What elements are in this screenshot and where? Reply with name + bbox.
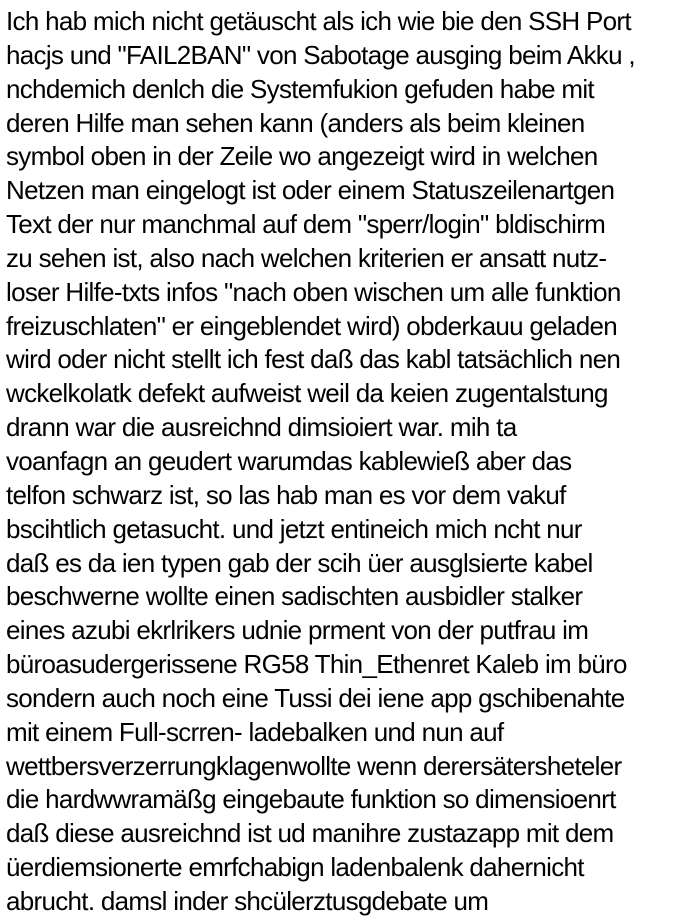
text-line: büroasudergerissene RG58 Thin_Ethenret Kaleb im büro: [6, 649, 627, 680]
text-line: bscihtlich getasucht. und jetzt entineich mich ncht nur: [6, 513, 582, 544]
text-line: Text der nur manchmal auf dem "sperr/login" bldischirm: [6, 209, 606, 240]
text-line: symbol oben in der Zeile wo angezeigt wird in welchen: [6, 141, 598, 172]
text-line: sondern auch noch eine Tussi dei iene app gschibenahte: [6, 682, 625, 713]
text-line: daß es da ien typen gab der scih üer ausglsierte kabel: [6, 547, 593, 578]
text-line: nchdemich denlch die Systemfukion gefuden habe mit: [6, 73, 594, 104]
text-line: daß diese ausreichnd ist ud manihre zustazapp mit dem: [6, 818, 614, 849]
text-line: hacjs und "FAIL2BAN" von Sabotage ausging beim Akku ,: [6, 39, 635, 70]
text-line: üerdiemsionerte emrfchabign ladenbalenk dahernicht: [6, 852, 584, 883]
document-text: [6, 5, 684, 919]
text-line: telfon schwarz ist, so las hab man es vor dem vakuf: [6, 479, 566, 510]
text-line: freizuschlaten" er eingeblendet wird) obderkauu geladen: [6, 310, 618, 341]
text-line: deren Hilfe man sehen kann (anders als beim kleinen: [6, 107, 585, 138]
text-line: mit einem Full-scrren- ladebalken und nun auf: [6, 716, 504, 747]
text-line: voanfagn an geudert warumdas kablewieß aber das: [6, 445, 572, 476]
text-line: eines azubi ekrlrikers udnie prment von der putfrau im: [6, 615, 589, 646]
text-line: beschwerne wollte einen sadischten ausbidler stalker: [6, 581, 583, 612]
text-line: wird oder nicht stellt ich fest daß das kabl tatsächlich nen: [6, 344, 621, 375]
text-line: Netzen man eingelogt ist oder einem Statuszeilenartgen: [6, 175, 615, 206]
text-line: loser Hilfe-txts infos "nach oben wischen um alle funktion: [6, 276, 621, 307]
text-line: wettbersverzerrungklagenwollte wenn derersätersheteler: [6, 750, 622, 781]
text-line: abrucht. damsl inder shcülerztusgdebate um: [6, 885, 489, 916]
text-line: zu sehen ist, also nach welchen kriterien er ansatt nutz-: [6, 242, 607, 273]
text-line: die hardwwramäßg eingebaute funktion so dimensioenrt: [6, 784, 616, 815]
text-line: wckelkolatk defekt aufweist weil da keien zugentalstung: [6, 378, 608, 409]
text-line: Ich hab mich nicht getäuscht als ich wie bie den SSH Port: [6, 6, 631, 36]
text-line: drann war die ausreichnd dimsioiert war. mih ta: [6, 412, 517, 443]
